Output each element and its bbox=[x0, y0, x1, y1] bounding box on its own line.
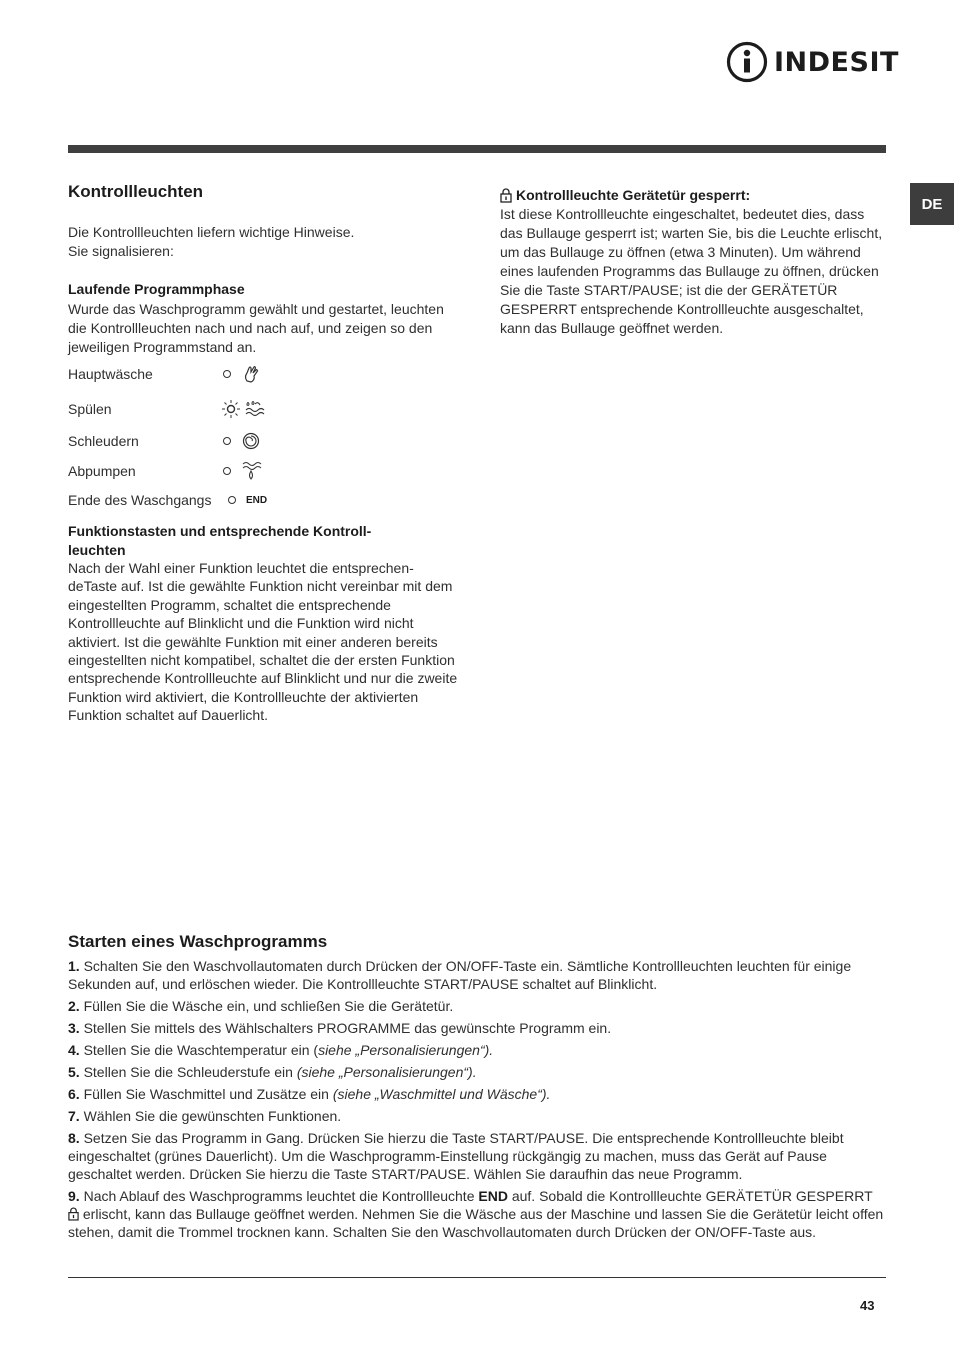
step-item: 1. Schalten Sie den Waschvollautomaten durch Drücken der ON/OFF-Taste ein. Sämtliche Kontrollleuchten leuchten für einige Sekunden auf, und erlöschen wieder. Die Kontrollleuchte START/PAUSE schaltet auf Blinklicht. bbox=[68, 958, 852, 992]
lock-icon bbox=[500, 188, 512, 203]
page-number: 43 bbox=[860, 1298, 875, 1313]
indicator-label: Ende des Waschgangs bbox=[68, 492, 212, 508]
step-item: 5. Stellen Sie die Schleuderstufe ein (siehe „Personalisierungen“). bbox=[68, 1064, 477, 1080]
footer-rule bbox=[68, 1277, 886, 1278]
blinking-led-icon bbox=[220, 398, 242, 420]
phase-text: Wurde das Waschprogramm gewählt und gestartet, leuchten die Kontrollleuchten nach und nach auf, und zeigen so den jeweiligen Programmstand an. bbox=[68, 301, 444, 355]
brand-logo bbox=[726, 40, 899, 84]
start-steps-list bbox=[68, 957, 886, 1245]
indicator-row-spin bbox=[68, 429, 228, 453]
end-icon: END bbox=[246, 494, 268, 506]
step-item: 6. Füllen Sie Waschmittel und Zusätze ein (siehe „Waschmittel und Wäsche“). bbox=[68, 1086, 551, 1102]
door-lock-text: Ist diese Kontrollleuchte eingeschaltet, bedeutet dies, dass das Bullauge gesperrt ist; warten Sie, bis die Leuchte erlischt, um das Bullauge zu öffnen (etwa 3 Minuten). Um während eines laufenden Programms das Bullauge zu öffnen, drücken Sie die Taste START/PAUSE; ist die der GERÄTETÜR GESPERRT entsprechende Kontrollleuchte ausgeschaltet, kann das Bullauge geöffnet werden. bbox=[500, 206, 883, 336]
step-item: 2. Füllen Sie die Wäsche ein, und schließen Sie die Gerätetür. bbox=[68, 998, 454, 1014]
function-keys-heading: Funktionstasten und entsprechende Kontroll- leuchten bbox=[68, 523, 372, 558]
step-item: 4. Stellen Sie die Waschtemperatur ein (siehe „Personalisierungen“). bbox=[68, 1042, 494, 1058]
step-item: 7. Wählen Sie die gewünschten Funktionen. bbox=[68, 1108, 342, 1124]
step-item: 8. Setzen Sie das Programm in Gang. Drücken Sie hierzu die Taste START/PAUSE. Die entsprechende Kontrollleuchte bleibt eingeschaltet (grünes Dauerlicht). Um die Waschprogramm-Einstellung rückgängig zu machen, muss das Gerät auf Pause geschaltet werden. Drücken Sie hierzu die Taste START/PAUSE. Wählen Sie daraufhin das neue Programm. bbox=[68, 1130, 844, 1182]
intro-text: Die Kontrollleuchten liefern wichtige Hinweise. Sie signalisieren: bbox=[68, 224, 355, 259]
step-item: 3. Stellen Sie mittels des Wählschalters PROGRAMME das gewünschte Programm ein. bbox=[68, 1020, 612, 1036]
indicator-row-main-wash bbox=[68, 362, 228, 386]
main-wash-icon bbox=[240, 363, 262, 385]
indicator-led bbox=[223, 437, 231, 445]
lock-icon bbox=[68, 1207, 79, 1221]
indicator-label: Hauptwäsche bbox=[68, 366, 153, 382]
phase-heading: Laufende Programmphase bbox=[68, 281, 245, 297]
indicator-row-drain bbox=[68, 459, 228, 483]
function-keys-text: Nach der Wahl einer Funktion leuchtet die entsprechen-deTaste auf. Ist die gewählte Funktion nicht vereinbar mit dem eingestellten Programm, schaltet die entsprechende Kontrollleuchte auf Blinklicht und die Funktion wird nicht aktiviert. Ist die gewählte Funktion mit einer anderen bereits eingestellten nicht kompatibel, schaltet die der ersten Funktion entsprechende Kontrollleuchte auf Blinklicht und nur die zweite Funktion wird aktiviert, die Kontrollleuchte der aktivierten Funktion schaltet auf Dauerlicht. bbox=[68, 560, 458, 724]
indesit-i-logo-icon bbox=[726, 41, 768, 83]
indicator-led bbox=[223, 467, 231, 475]
spin-icon bbox=[240, 430, 262, 452]
language-tab: DE bbox=[910, 183, 954, 225]
indicator-led bbox=[223, 370, 231, 378]
indicator-label: Spülen bbox=[68, 401, 112, 417]
step-item: 9. Nach Ablauf des Waschprogramms leuchtet die Kontrollleuchte END auf. Sobald die Kontrollleuchte GERÄTETÜR GESPERRT erlischt, kann das Bullauge geöffnet werden. Nehmen Sie die Wäsche aus der Maschine und lassen Sie die Gerätetür leicht offen stehen, damit die Trommel trocknen kann. Schalten Sie den Waschvollautomaten durch Drücken der ON/OFF-Taste aus. bbox=[68, 1188, 884, 1240]
door-lock-heading-row bbox=[500, 186, 750, 205]
indicator-label: Schleudern bbox=[68, 433, 139, 449]
indicator-label: Abpumpen bbox=[68, 463, 136, 479]
indicator-led bbox=[228, 496, 236, 504]
header-bar bbox=[68, 145, 886, 153]
door-lock-heading: Kontrollleuchte Gerätetür gesperrt: bbox=[516, 187, 751, 203]
indicator-row-end bbox=[68, 488, 268, 512]
rinse-icon bbox=[243, 398, 265, 420]
section-title-starten: Starten eines Waschprogramms bbox=[68, 932, 328, 951]
drain-icon bbox=[240, 460, 262, 482]
section-title-kontrollleuchten: Kontrollleuchten bbox=[68, 182, 204, 201]
brand-name: INDESIT bbox=[774, 46, 899, 78]
indicator-row-rinse bbox=[68, 397, 228, 421]
